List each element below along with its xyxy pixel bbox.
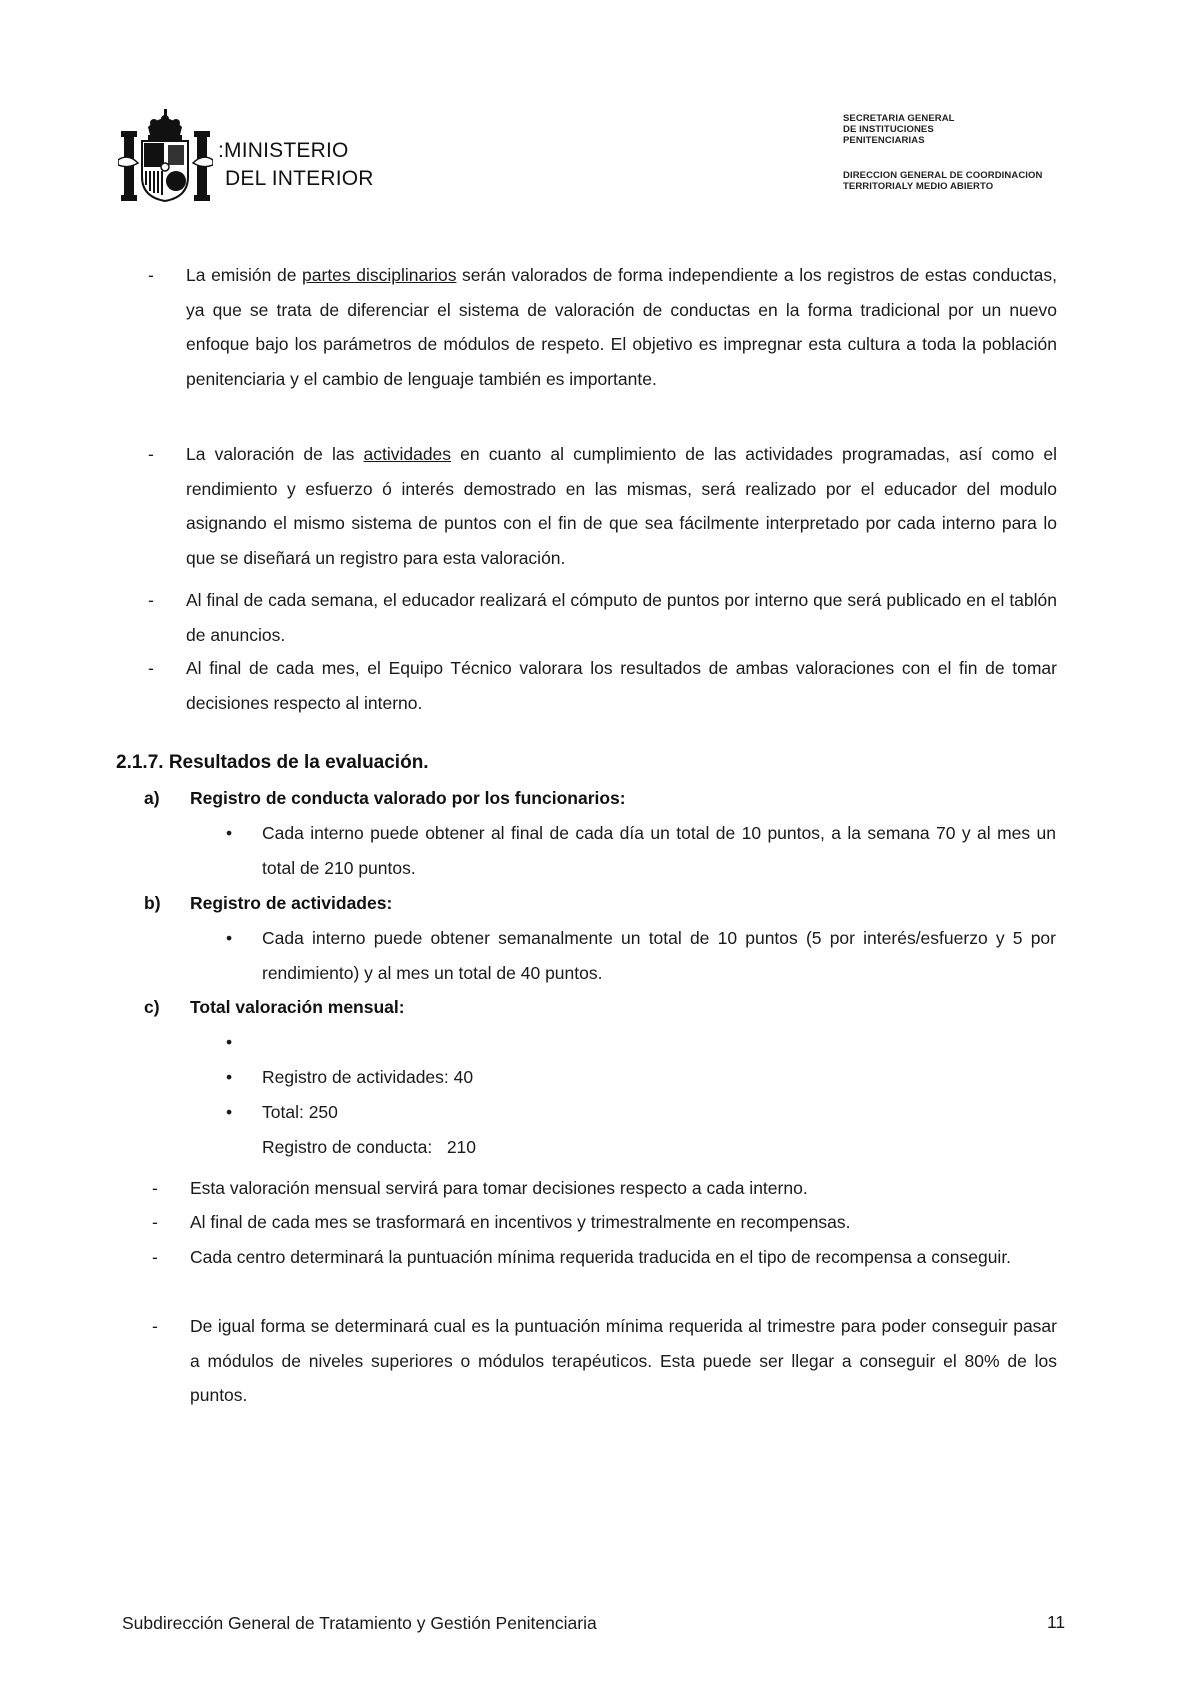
- list-item: [152, 1205, 1057, 1240]
- subsection-heading: [144, 997, 405, 1018]
- subsection-label: c): [144, 997, 160, 1017]
- list-item-text: Al final de cada semana, el educador realizará el cómputo de puntos por interno que será publicado en el tablón de anuncios.: [186, 590, 1057, 645]
- text-segment: serán valorados de forma independiente a los registros de estas conductas, ya que se trata de diferenciar el sistema de valoración de conductas en la forma tradicional por un nuevo enfoque bajo los parámetros de módulos de respeto. El objetivo es impregnar esta cultura a toda la población penitenciaria y el cambio de lenguaje también es importante.: [186, 265, 1057, 389]
- bullet-marker: •: [226, 1102, 233, 1122]
- list-item-text: Cada centro determinará la puntuación mínima requerida traducida en el tipo de recompensa a conseguir.: [190, 1247, 1012, 1267]
- dash-marker: -: [152, 1316, 158, 1336]
- direccion-line-2: TERRITORIALY MEDIO ABIERTO: [843, 181, 994, 192]
- secretaria-line-2: DE INSTITUCIONES: [843, 124, 934, 135]
- text-segment: La emisión de: [186, 265, 303, 285]
- dash-marker: -: [148, 265, 154, 285]
- list-item: [148, 258, 1057, 396]
- dash-marker: -: [152, 1212, 158, 1232]
- list-item-text: Esta valoración mensual servirá para tomar decisiones respecto a cada interno.: [190, 1178, 808, 1198]
- list-item: [152, 1240, 1057, 1275]
- list-item: [148, 437, 1057, 575]
- subsection-heading: [144, 893, 392, 914]
- direccion-block: [843, 170, 1042, 192]
- bullet-marker: •: [226, 928, 233, 948]
- bullet-item: [226, 816, 1056, 886]
- list-item-text: Al final de cada mes, el Equipo Técnico valorara los resultados de ambas valoraciones con el fin de tomar decisiones respecto al interno.: [186, 658, 1057, 713]
- list-item-text: [186, 258, 1057, 396]
- subsection-title: Registro de actividades:: [190, 893, 393, 913]
- subsection-label: a): [144, 788, 160, 808]
- text-segment: La valoración de las: [186, 444, 364, 464]
- secretaria-line-3: PENITENCIARIAS: [843, 135, 925, 146]
- list-item-text: De igual forma se determinará cual es la puntuación mínima requerida al trimestre para poder conseguir pasar a módulos de niveles superiores o módulos terapéuticos. Esta puede ser llegar a conseguir el 80% de los puntos.: [190, 1316, 1057, 1405]
- secretaria-line-1: SECRETARIA GENERAL: [843, 113, 955, 124]
- bullet-item: [226, 921, 1056, 991]
- text-segment: en cuanto al cumplimiento de las actividades programadas, así como el rendimiento y esfuerzo ó interés demostrado en las mismas, será realizado por el educador del modulo asignando el mismo sistema de puntos con el fin de que sea fácilmente interpretado por cada interno para lo que se diseñará un registro para esta valoración.: [186, 444, 1057, 568]
- ministry-line-1: :MINISTERIO: [218, 139, 349, 162]
- dash-marker: -: [148, 658, 154, 678]
- bullet-item: [226, 1060, 1056, 1095]
- spain-coat-of-arms-icon: [118, 105, 213, 205]
- bullet-item: [226, 1095, 1056, 1130]
- dash-marker: -: [148, 590, 154, 610]
- page-number: 11: [1047, 1612, 1066, 1632]
- bullet-text: Cada interno puede obtener semanalmente un total de 10 puntos (5 por interés/esfuerzo y 5 por rendimiento) y al mes un total de 40 puntos.: [262, 928, 1056, 983]
- page-footer: Subdirección General de Tratamiento y Gestión Penitenciaria: [122, 1613, 597, 1633]
- list-item: [148, 583, 1057, 652]
- bullet-marker: •: [226, 823, 233, 843]
- subsection-title: Registro de conducta valorado por los funcionarios:: [190, 788, 626, 808]
- bullet-text: Total: 250: [262, 1102, 338, 1122]
- bullet-marker: •: [226, 1067, 233, 1087]
- subsection-heading: [144, 788, 626, 809]
- dash-marker: -: [148, 444, 154, 464]
- list-item: [148, 651, 1057, 720]
- dash-marker: -: [152, 1178, 158, 1198]
- direccion-line-1: DIRECCION GENERAL DE COORDINACION: [843, 170, 1043, 181]
- page-header: [0, 0, 1187, 230]
- bullet-marker: •: [226, 1032, 233, 1052]
- bullet-text: Cada interno puede obtener al final de cada día un total de 10 puntos, a la semana 70 y al mes un total de 210 puntos.: [262, 823, 1056, 878]
- subsection-title: Total valoración mensual:: [190, 997, 405, 1017]
- underlined-term: partes disciplinarios: [302, 265, 457, 285]
- list-item-text: [186, 437, 1057, 575]
- subsection-label: b): [144, 893, 161, 913]
- list-item: [152, 1171, 1057, 1206]
- section-heading: 2.1.7. Resultados de la evaluación.: [116, 752, 429, 773]
- dash-marker: -: [152, 1247, 158, 1267]
- list-item: [152, 1309, 1057, 1413]
- ministry-line-2: DEL INTERIOR: [225, 167, 374, 190]
- ministry-name: [218, 137, 374, 193]
- bullet-text: Registro de actividades: 40: [262, 1067, 474, 1087]
- department-header: [843, 113, 1042, 192]
- underlined-term: actividades: [363, 444, 452, 464]
- list-item-text: Al final de cada mes se trasformará en incentivos y trimestralmente en recompensas.: [190, 1212, 851, 1232]
- secretaria-block: [843, 113, 1042, 146]
- bullet-text: Registro de conducta: 210: [262, 1137, 477, 1157]
